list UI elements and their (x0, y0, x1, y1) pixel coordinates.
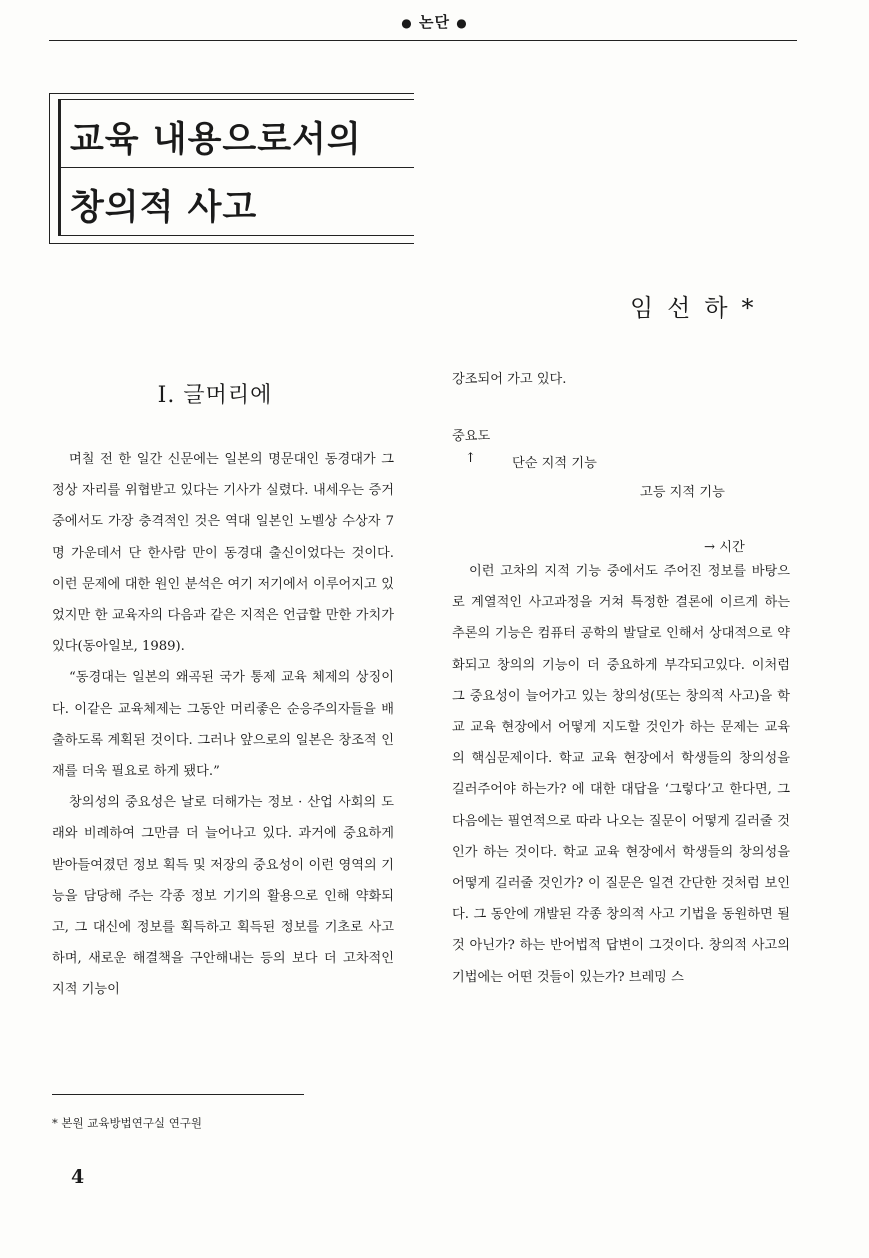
section-heading: Ⅰ. 글머리에 (157, 383, 273, 408)
figure-series-high: 고등 지적 기능 (640, 485, 725, 500)
figure-y-label: 중요도 (452, 429, 491, 444)
footnote-rule (52, 1094, 304, 1095)
article-title-line-1: 교육 내용으로서의 (70, 120, 362, 160)
title-rule-top (58, 99, 414, 100)
bullet-icon: ● (401, 16, 413, 30)
page-number: 4 (71, 1166, 85, 1188)
paragraph: 이런 고차의 지적 기능 중에서도 주어진 정보를 바탕으로 계열적인 사고과정을 거쳐 특정한 결론에 이르게 하는 추론의 기능은 컴퓨터 공학의 발달로 인해서 상대적으로 약화되고 창의의 기능이 더 중요하게 부각되고있다. 이처럼 그 중요성이 늘어가고 있는 창의성(또는 창의적 사고)을 학교 교육 현장에서 어떻게 지도할 것인가 하는 문제는 교육의 핵심문제이다. 학교 교육 현장에서 학생들의 창의성을 길러주어야 하는가? 에 대한 대답을 ‘그렇다’고 한다면, 그 다음에는 필연적으로 따라 나오는 질문이 어떻게 길러줄 것인가 하는 것이다. 학교 교육 현장에서 학생들의 창의성을 어떻게 길러줄 것인가? 이 질문은 일견 간단한 것처럼 보인다. 그 동안에 개발된 각종 창의적 사고 기법을 동원하면 될 것 아닌가? 하는 반어법적 답변이 그것이다. 창의적 사고의 기법에는 어떤 것들이 있는가? 브레밍 스 (452, 564, 790, 985)
right-column (452, 556, 790, 993)
figure-series-simple: 단순 지적 기능 (512, 456, 597, 471)
figure-x-label: → 시간 (704, 540, 745, 555)
section-label: 논단 (419, 13, 450, 31)
quote-paragraph: “동경대는 일본의 왜곡된 국가 통제 교육 체제의 상징이다. 이같은 교육체제는 그동안 머리좋은 순응주의자들을 배출하도록 계획된 것이다. 그러나 앞으로의 일본은 창조적 인재를 더욱 필요로 하게 됐다.” (52, 670, 394, 780)
paragraph: 며칠 전 한 일간 신문에는 일본의 명문대인 동경대가 그 정상 자리를 위협받고 있다는 기사가 실렸다. 내세우는 증거 중에서도 가장 충격적인 것은 역대 일본인 노벨상 수상자 7명 가운데서 단 한사람 만이 동경대 출신이었다는 것이다. 이런 문제에 대한 원인 분석은 여기 저기에서 이루어지고 있었지만 한 교육자의 다음과 같은 지적은 언급할 만한 가치가 있다(동아일보, 1989). (52, 452, 394, 655)
left-column (52, 444, 394, 1006)
paragraph: 창의성의 중요성은 날로 더해가는 정보 · 산업 사회의 도래와 비례하여 그만큼 더 늘어나고 있다. 과거에 중요하게 받아들여졌던 정보 획득 및 저장의 중요성이 이런 영역의 기능을 담당해 주는 각종 정보 기기의 활용으로 인해 약화되고, 그 대신에 정보를 획득하고 획득된 정보를 기초로 사고하며, 새로운 해결책을 구안해내는 등의 보다 더 고차적인 지적 기능이 (52, 795, 394, 998)
bullet-icon: ● (456, 16, 468, 30)
title-rule-bottom (58, 235, 414, 236)
author-name: 임선하* (630, 294, 768, 322)
article-title-line-2: 창의적 사고 (70, 188, 258, 228)
header-rule (49, 40, 797, 41)
arrow-up-icon: ↑ (465, 451, 477, 466)
continuation-text: 강조되어 가고 있다. (452, 372, 567, 387)
section-header (0, 11, 869, 32)
title-rule-middle (58, 167, 414, 168)
footnote: * 본원 교육방법연구실 연구원 (52, 1116, 203, 1130)
